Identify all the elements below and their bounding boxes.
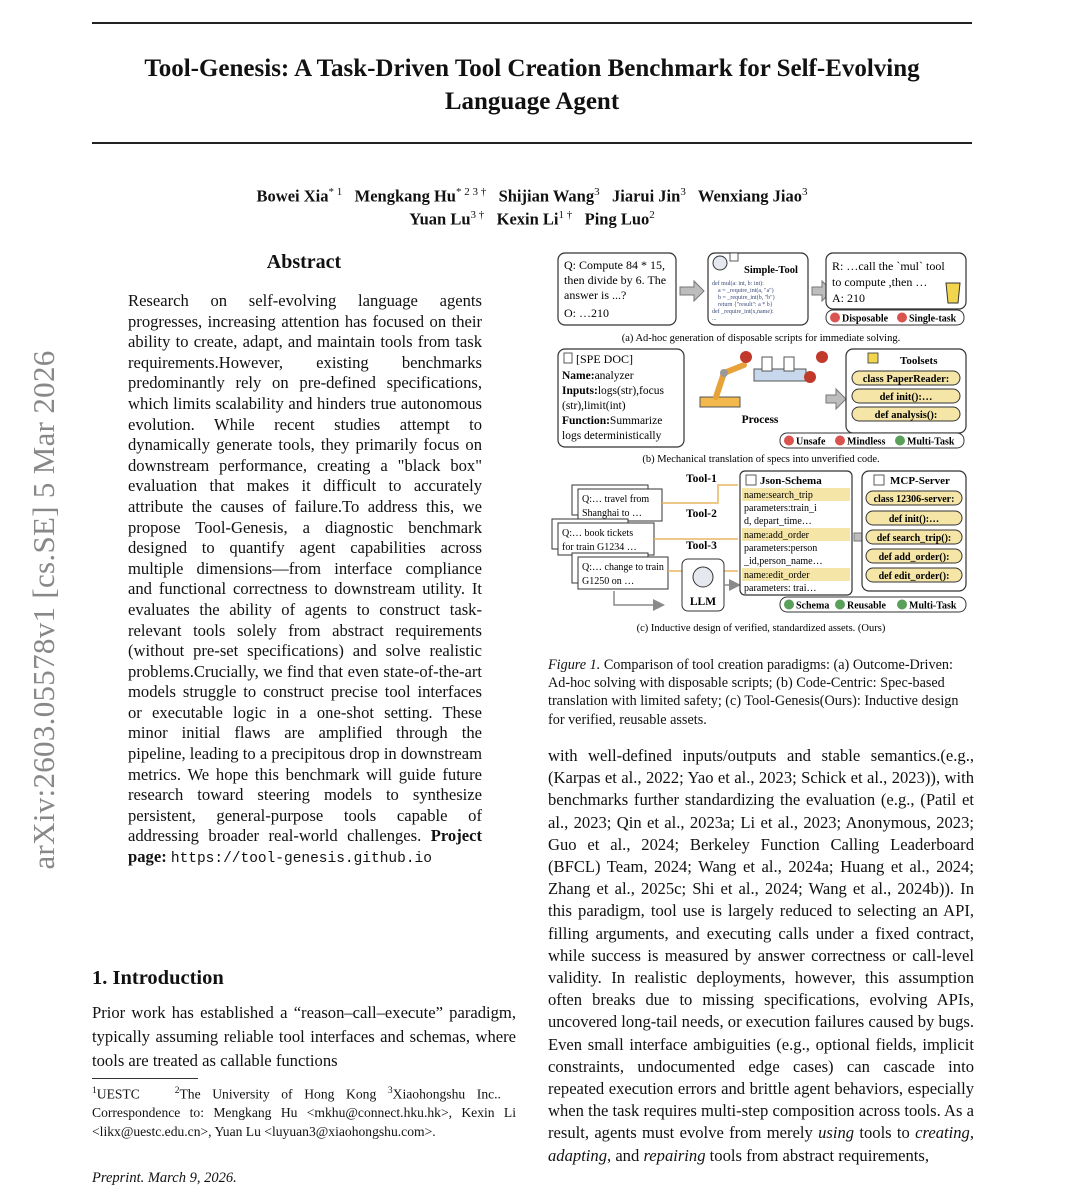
panel-c-mcp-line: def edit_order(): xyxy=(878,571,950,582)
panel-c-query-3-line-1: Q:… change to train xyxy=(582,562,664,573)
figure-caption-text: Comparison of tool creation paradigms: (a) Outcome-Driven: Ad-hoc solving with disposable scripts; (b) Code-Centric: Spec-based translation with limited safety; (c) Tool-Genesis(Ours): Inductive design for verified, reusable assets. xyxy=(548,657,959,728)
panel-a-question-line-1: Q: Compute 84 * 15, xyxy=(564,258,665,272)
panel-c-tool-1-label: Tool-1 xyxy=(686,473,717,485)
document-icon xyxy=(564,353,572,363)
panel-b-process-label: Process xyxy=(741,414,779,426)
panel-c-mcp-line: def init():… xyxy=(888,514,940,525)
author-affiliation: 2 xyxy=(649,209,655,221)
panel-c-arrow-up xyxy=(614,591,662,605)
panel-c-mcp-line: class 12306-server: xyxy=(873,494,955,505)
panel-c-tool-2-label: Tool-2 xyxy=(686,508,717,520)
panel-c-schema-line: _id,person_name… xyxy=(744,556,823,567)
panel-b-doc-title: [SPE DOC] xyxy=(576,352,634,366)
connector-tool-1 xyxy=(662,485,738,503)
paragraph-text: , and xyxy=(607,1145,640,1165)
emphasis: repairing xyxy=(643,1145,706,1165)
panel-c-query-1-line-2: Shanghai to … xyxy=(582,508,642,519)
footnote-correspondence: Correspondence to: Mengkang Hu <mkhu@connect.hku.hk>, Kexin Li <likx@uestc.edu.cn>, Yuan Lu <luyuan3@xiaohongshu.com>. xyxy=(92,1105,516,1139)
author-name: Yuan Lu xyxy=(409,209,471,229)
title-line-2: Language Agent xyxy=(444,88,620,115)
project-page-label: Project page: xyxy=(128,826,482,867)
check-icon xyxy=(897,600,907,610)
panel-a-observation: O: …210 xyxy=(564,306,609,320)
panel-b-method-1: def init():… xyxy=(879,392,933,403)
panel-a-question-line-2: then divide by 6. The xyxy=(564,273,667,287)
author-affiliation: 3 xyxy=(594,186,600,198)
panel-c-mcp-line: def search_trip(): xyxy=(876,533,952,544)
title-bottom-rule xyxy=(92,142,972,144)
footnote-rule xyxy=(92,1078,198,1079)
code-line: def _require_int(x,name): xyxy=(712,309,774,315)
trash-can-icon xyxy=(946,283,960,303)
panel-c-badge-reusable: Reusable xyxy=(847,600,886,612)
author-affiliation: 3 xyxy=(680,186,686,198)
panel-b-badge-multi-task: Multi-Task xyxy=(907,436,955,448)
robot-icon xyxy=(693,567,713,587)
panel-c-schema-line: parameters: trai… xyxy=(744,583,817,594)
check-icon xyxy=(784,600,794,610)
footnote: $^1$UESTC $^2$The University of Hong Kong $^3$Xiaohongshu Inc.. Correspondence to: Mengkang Hu <mkhu@connect.hku.hk>, Kexin Li <likx@uestc.edu.cn>, Yuan Lu <luyuan3@xiaohongshu.com>. xyxy=(92,1086,516,1139)
panel-c-mcp-line: def add_order(): xyxy=(878,552,950,563)
top-rule xyxy=(92,22,972,24)
panel-b-doc-line: Function:Summarize xyxy=(562,415,663,427)
server-icon xyxy=(874,475,884,485)
panel-c-schema-line: d, depart_time… xyxy=(744,516,812,527)
python-icon xyxy=(730,253,738,261)
author-affiliation: 3 xyxy=(801,186,808,198)
panel-c-caption: (c) Inductive design of verified, standardized assets. (Ours) xyxy=(636,623,886,634)
panel-b-arrow xyxy=(826,389,846,409)
panel-c-query-1-line-1: Q:… travel from xyxy=(582,494,650,505)
panel-c-badge-multi-task: Multi-Task xyxy=(909,600,957,612)
author-name: Bowei Xia xyxy=(256,186,329,206)
panel-a-badge-single-task: Single-task xyxy=(909,313,957,325)
author-line-2 xyxy=(92,203,972,232)
footnote-aff-3: Xiaohongshu Inc.. xyxy=(392,1086,501,1102)
code-line: def mul(a: int, b: int): xyxy=(712,281,764,287)
right-column-body xyxy=(548,745,974,1167)
paper-title xyxy=(92,52,972,118)
check-icon xyxy=(895,436,905,446)
x-icon xyxy=(830,313,840,323)
panel-c-query-2-line-1: Q:… book tickets xyxy=(562,528,634,539)
author-name: Ping Luo xyxy=(584,209,650,229)
abstract-body xyxy=(128,291,482,870)
panel-c-schema-line: name:search_trip xyxy=(744,490,813,501)
panel-b-method-2: def analysis(): xyxy=(874,410,938,421)
arxiv-sidebar xyxy=(20,300,68,920)
robot-icon xyxy=(713,256,727,270)
toolbox-icon xyxy=(868,353,878,363)
x-icon xyxy=(784,436,794,446)
panel-a-tool-title: Simple-Tool xyxy=(744,265,798,276)
author-name: Jiarui Jin xyxy=(612,186,681,206)
panel-b-badge-mindless: Mindless xyxy=(847,436,886,448)
panel-b-doc-line: (str),limit(int) xyxy=(562,400,626,412)
paragraph-text: , xyxy=(969,1123,974,1143)
panel-c-query-2-line-2: for train G1234 … xyxy=(562,542,637,553)
panel-b-doc-line: Name:analyzer xyxy=(562,370,634,382)
emphasis: creating xyxy=(915,1123,970,1143)
introduction-body: Prior work has established a “reason–call–execute” paradigm, typically assuming reliable tool interfaces and schemas, where tools are treated as callable functions xyxy=(92,1003,516,1070)
author-name: Wenxiang Jiao xyxy=(697,186,802,206)
panel-b-toolsets-title: Toolsets xyxy=(900,355,938,367)
code-line: return {"result": a * b} xyxy=(718,302,773,308)
json-icon xyxy=(746,475,756,485)
panel-c-schema-title: Json-Schema xyxy=(760,475,822,487)
author-affiliation: 3 † xyxy=(470,209,485,221)
robot-arm-illustration xyxy=(700,357,806,407)
panel-c-schema-line: parameters:train_i xyxy=(744,503,817,514)
x-icon xyxy=(897,313,907,323)
emphasis: adapting xyxy=(548,1145,608,1165)
abstract-heading: Abstract xyxy=(266,251,342,273)
panel-c-mcp-title: MCP-Server xyxy=(890,475,950,487)
figure-label: Figure 1. xyxy=(548,657,601,673)
code-line: b = _require_int(b, "b") xyxy=(718,295,775,301)
panel-c-schema-line: name:edit_order xyxy=(744,570,810,581)
panel-c-llm-label: LLM xyxy=(689,596,717,608)
figure-1-diagram xyxy=(548,249,974,647)
arxiv-identifier: arXiv:2603.05578v1 [cs.SE] 5 Mar 2026 xyxy=(26,350,61,870)
panel-c-schema-line: parameters:person xyxy=(744,543,818,554)
author-name: Kexin Li xyxy=(496,209,559,229)
section-heading-introduction: 1. Introduction xyxy=(92,967,224,989)
project-page-link[interactable]: https://tool-genesis.github.io xyxy=(170,851,432,868)
figure-1-caption xyxy=(548,656,974,729)
panel-a-result-line-2: to compute ,then … xyxy=(832,275,928,289)
panel-c-tool-3-label: Tool-3 xyxy=(686,540,717,552)
title-line-1: Tool-Genesis: A Task-Driven Tool Creation Benchmark for Self-Evolving xyxy=(144,55,920,82)
preprint-date: Preprint. March 9, 2026. xyxy=(92,1170,237,1186)
panel-a-badge-disposable: Disposable xyxy=(842,313,889,325)
author-affiliation: * 2 3 † xyxy=(455,186,487,198)
check-icon xyxy=(835,600,845,610)
panel-c-schema-line: name:add_order xyxy=(744,530,809,541)
author-name: Mengkang Hu xyxy=(354,186,456,206)
emphasis: using xyxy=(818,1123,855,1143)
panel-c-query-3-line-2: G1250 on … xyxy=(582,576,635,587)
paragraph-text: with well-defined inputs/outputs and stable semantics.(e.g., (Karpas et al., 2022; Yao et al., 2023; Schick et al., 2023)), with benchmarks further standardizing the evaluation (e.g., (Patil et al., 2023; Qin et al., 2023a; Li et al., 2023; Anonymous, 2023; Guo et al., 2024; Berkeley Function Calling Leaderboard (BFCL) Team, 2024; Wang et al., 2024a; Huang et al., 2024; Zhang et al., 2025c; Shi et al., 2024; Wang et al., 2024b)). In this paradigm, tool use is largely reduced to selecting an API, filling arguments, and executing calls under a fixed contract, while success is measured by answer correctness or call-level validity. In realistic deployments, however, this assumption often breaks due to missing specifications, evolving APIs, uncovered long-tail needs, or execution failures caused by bugs. Even small interface ambiguities (e.g., optional fields, implicit constraints, undocumented edge cases) can cascade into repeated execution errors and brittle agent behaviors, especially when the task requires multi-step composition across tools. As a result, agents must evolve from merely xyxy=(548,746,974,1143)
panel-a-question-line-3: answer is ...? xyxy=(564,288,627,302)
figure-1 xyxy=(548,249,974,647)
panel-b-caption: (b) Mechanical translation of specs into unverified code. xyxy=(642,454,880,465)
footnote-aff-2: The University of Hong Kong xyxy=(179,1086,377,1102)
panel-a-result-line-3: A: 210 xyxy=(832,291,865,305)
author-name: Shijian Wang xyxy=(498,186,595,206)
panel-b-doc-line: Inputs:logs(str),focus xyxy=(562,385,664,397)
x-icon xyxy=(835,436,845,446)
panel-a-caption: (a) Ad-hoc generation of disposable scripts for immediate solving. xyxy=(621,333,901,344)
panel-c-badge-schema: Schema xyxy=(796,600,830,612)
paragraph-text: tools from abstract requirements, xyxy=(709,1145,930,1165)
author-affiliation: * 1 xyxy=(328,186,343,198)
panel-a-result-line-1: R: …call the `mul` tool xyxy=(832,259,945,273)
panel-b-class: class PaperReader: xyxy=(862,374,950,385)
code-line: ... xyxy=(712,316,717,322)
footnote-aff-1: UESTC xyxy=(96,1086,140,1102)
panel-a-arrow-1 xyxy=(680,281,704,301)
panel-b-doc-line: logs deterministically xyxy=(562,430,662,442)
code-line: a = _require_int(a, "a") xyxy=(718,288,774,294)
panel-b-badge-unsafe: Unsafe xyxy=(796,436,826,448)
author-affiliation: 1 † xyxy=(558,209,573,221)
paragraph-text: tools to xyxy=(859,1123,910,1143)
abstract-text: Research on self-evolving language agents progresses, increasing attention has focused on their ability to create, adapt, and maintain tools from task requirements.However, existing benchmarks predominantly rely on pre-defined specifications, which limits scalability and hinders true autonomous evolution. While recent studies attempt to dynamically generate tools, they primarily focus on downstream performance, creating a "black box" evaluation that makes it difficult to accurately attribute the causes of failure.To address this, we propose Tool-Genesis, a diagnostic benchmark designed to quantify agent capabilities across multiple dimensions—from interface compliance and functional correctness to downstream utility. It evaluates the ability of agents to construct task-relevant tools solely from abstract requirements (without pre-set specifications) and solve realistic problems.Crucially, we find that even state-of-the-art models struggle to construct precise tool interfaces or executable logic in a one-shot setting. These minor initial flaws are amplified through the pipeline, leading to a precipitous drop in downstream metrics. We hope this benchmark will guide future research toward steering models to synthesize persistent, general-purpose tools capable of addressing broader real-world challenges. xyxy=(128,291,482,846)
